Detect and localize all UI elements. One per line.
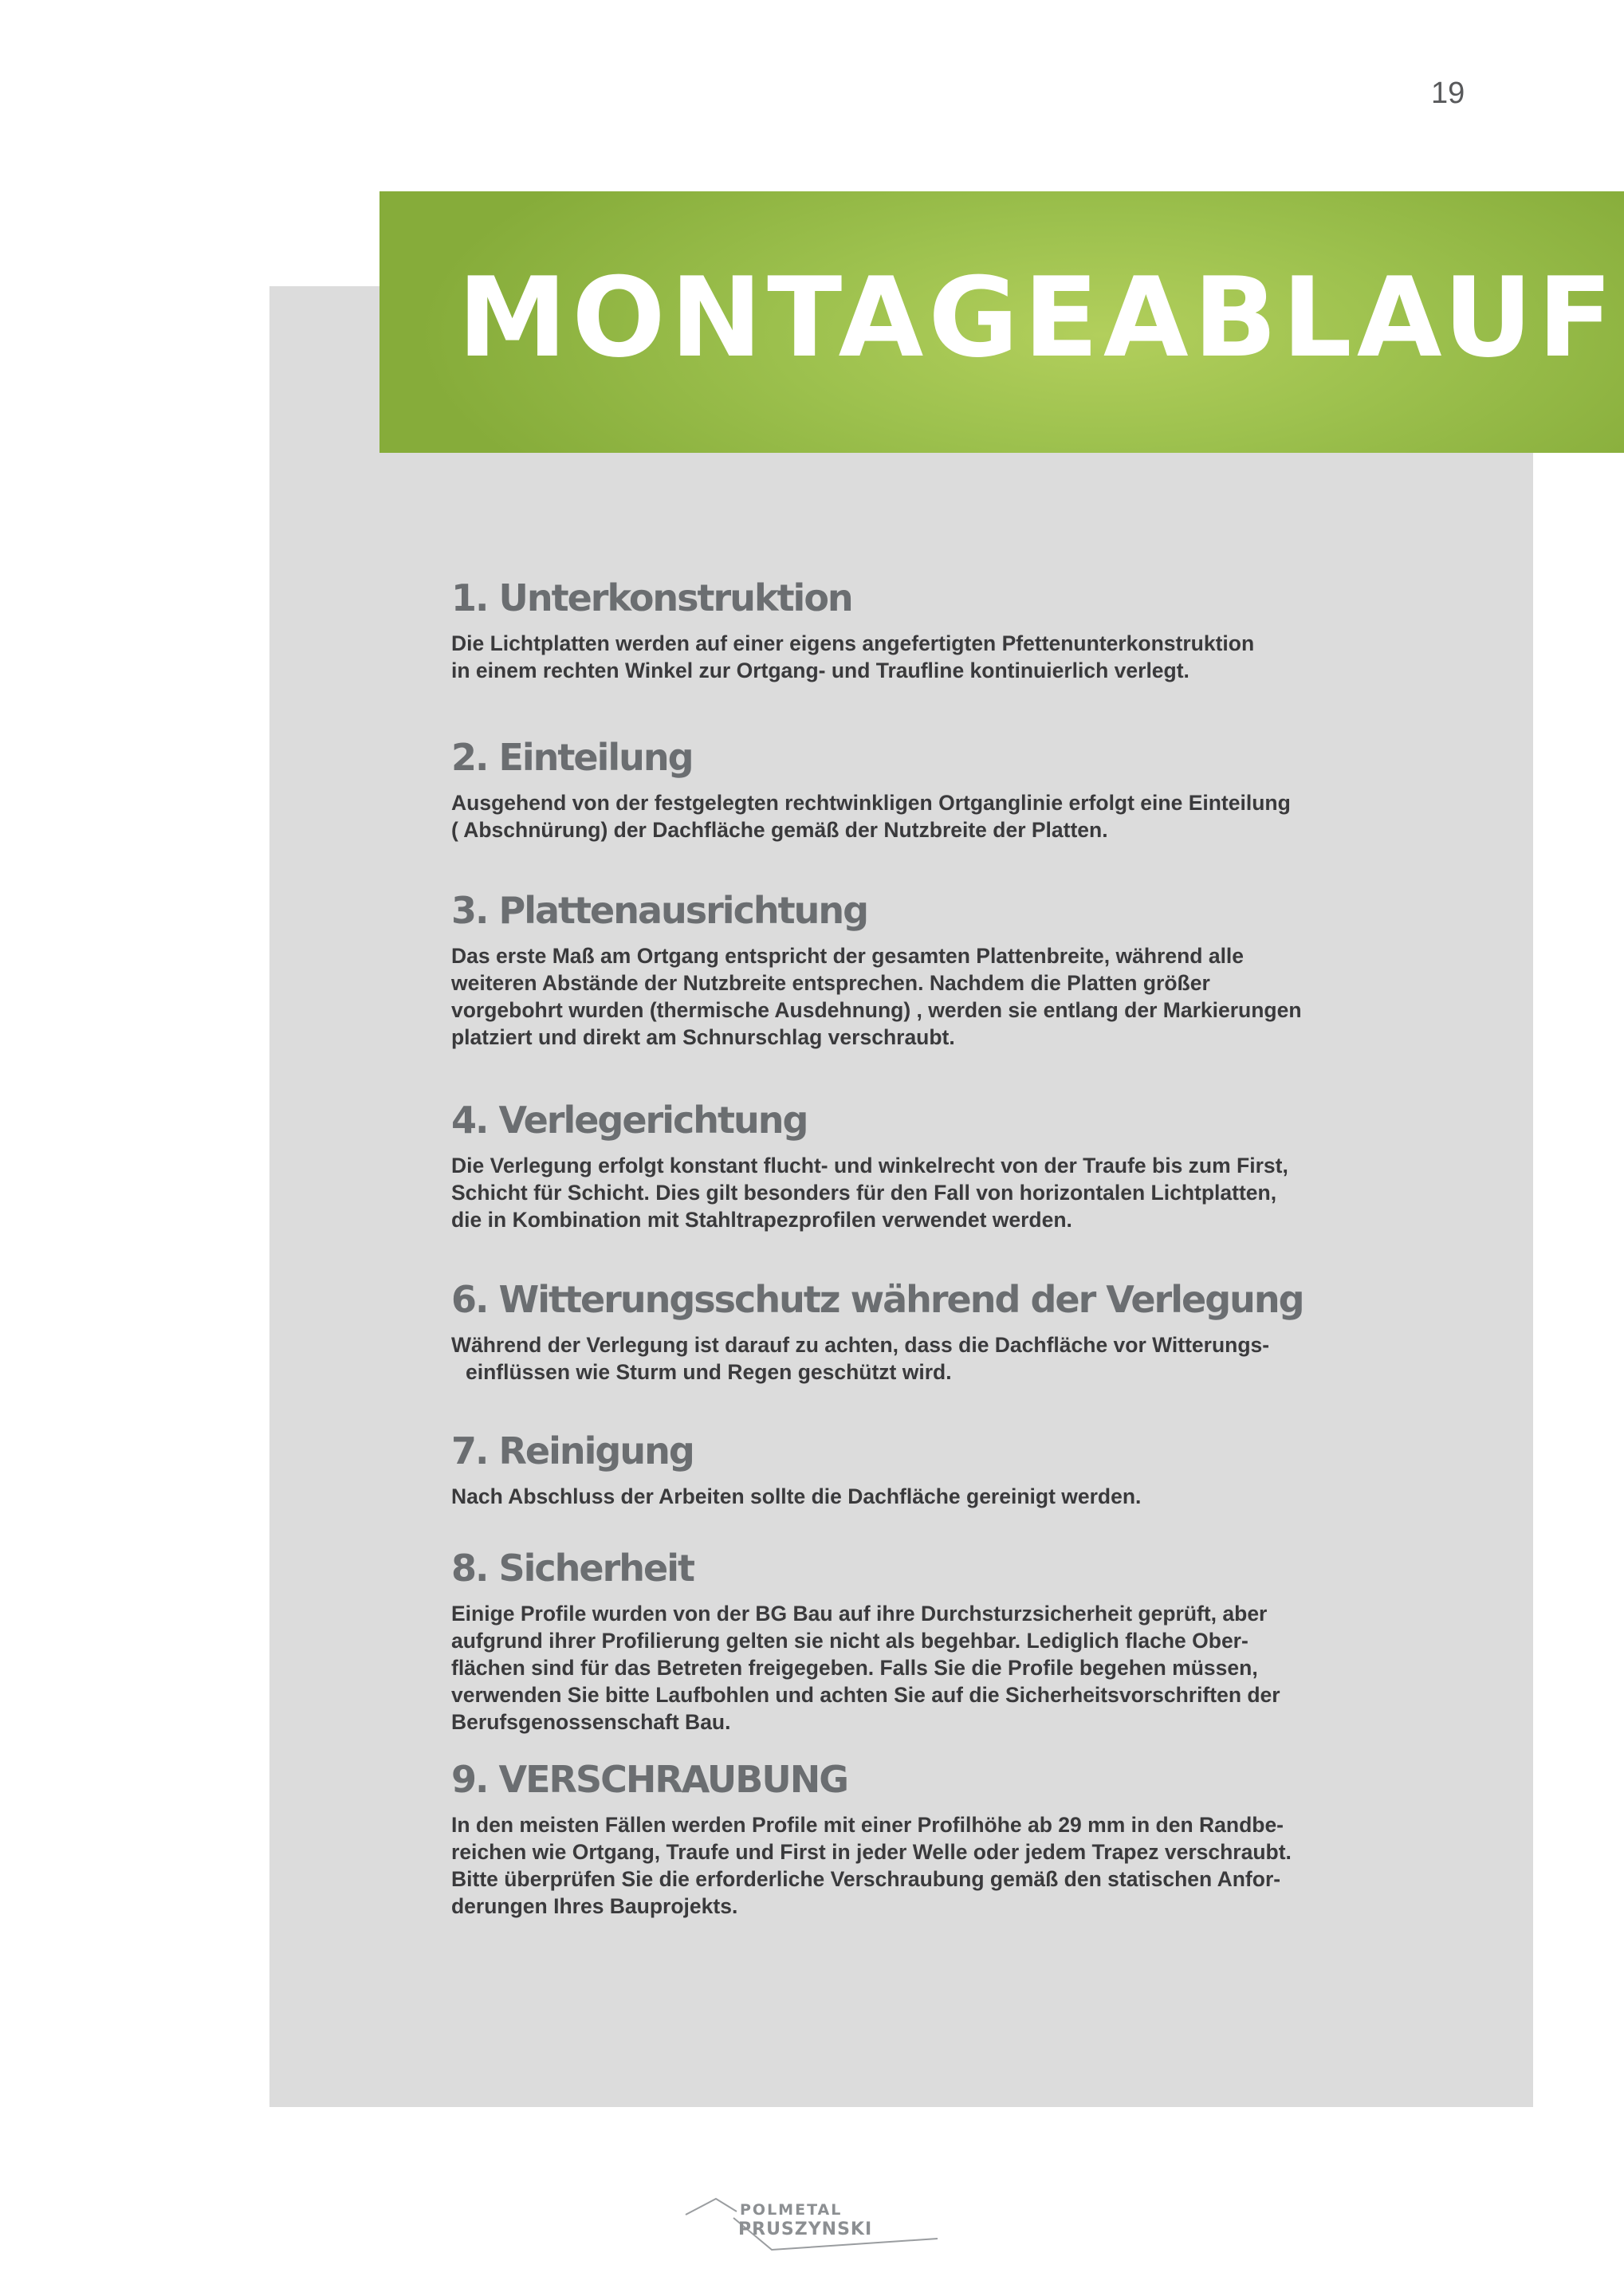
section-line: Die Verlegung erfolgt konstant flucht- und winkelrecht von der Traufe bis zum First,	[451, 1153, 1288, 1177]
section-heading: 1. Unterkonstruktion	[451, 576, 852, 619]
section-line: aufgrund ihrer Profilierung gelten sie nicht als begehbar. Lediglich flache Ober-	[451, 1628, 1248, 1653]
section-body	[451, 1152, 1376, 1233]
section-unterkonstruktion	[451, 578, 1376, 684]
section-line: die in Kombination mit Stahltrapezprofilen verwendet werden.	[451, 1207, 1072, 1232]
section-line: einflüssen wie Sturm und Regen geschützt wird.	[466, 1359, 952, 1384]
section-body	[451, 1811, 1376, 1920]
section-line: Schicht für Schicht. Dies gilt besonders für den Fall von horizontalen Lichtplatten,	[451, 1180, 1277, 1205]
section-line: flächen sind für das Betreten freigegeben. Falls Sie die Profile begehen müssen,	[451, 1655, 1258, 1680]
section-line: Das erste Maß am Ortgang entspricht der gesamten Plattenbreite, während alle	[451, 943, 1245, 968]
section-line: ( Abschnürung) der Dachfläche gemäß der Nutzbreite der Platten.	[451, 817, 1108, 842]
section-line: reichen wie Ortgang, Traufe und First in jeder Welle oder jedem Trapez verschraubt.	[451, 1839, 1292, 1864]
section-body	[451, 942, 1376, 1051]
section-einteilung	[451, 737, 1376, 843]
section-line: derungen Ihres Bauprojekts.	[451, 1893, 738, 1918]
section-heading: 7. Reinigung	[451, 1429, 694, 1472]
section-line: verwenden Sie bitte Laufbohlen und achten Sie auf die Sicherheitsvorschriften der	[451, 1682, 1280, 1707]
section-heading: 8. Sicherheit	[451, 1547, 694, 1590]
section-heading: 9. VERSCHRAUBUNG	[451, 1758, 847, 1801]
section-sicherheit	[451, 1548, 1376, 1736]
section-heading: 3. Plattenausrichtung	[451, 889, 867, 932]
section-line: Einige Profile wurden von der BG Bau auf ihre Durchsturzsicherheit geprüft, aber	[451, 1601, 1268, 1626]
section-line: Bitte überprüfen Sie die erforderliche Verschraubung gemäß den statischen Anfor-	[451, 1866, 1281, 1891]
page-title: MONTAGEABLAUF	[458, 254, 1618, 382]
section-body	[451, 789, 1376, 843]
section-body	[451, 1483, 1376, 1510]
section-line: Die Lichtplatten werden auf einer eigens angefertigten Pfettenunterkonstruktion	[451, 631, 1255, 655]
section-line: Nach Abschluss der Arbeiten sollte die Dachfläche gereinigt werden.	[451, 1484, 1142, 1508]
section-plattenausrichtung	[451, 890, 1376, 1051]
section-line: vorgebohrt wurden (thermische Ausdehnung) , werden sie entlang der Markierungen	[451, 997, 1302, 1022]
section-line: in einem rechten Winkel zur Ortgang- und Traufline kontinuierlich verlegt.	[451, 658, 1189, 682]
section-line: platziert und direkt am Schnurschlag verschraubt.	[451, 1024, 955, 1049]
section-heading: 6. Witterungsschutz während der Verlegung	[451, 1278, 1304, 1321]
section-heading: 2. Einteilung	[451, 736, 693, 779]
section-line: In den meisten Fällen werden Profile mit einer Profilhöhe ab 29 mm in den Randbe-	[451, 1812, 1284, 1837]
section-body	[451, 1331, 1376, 1386]
section-verschraubung	[451, 1759, 1376, 1920]
logo-text-polmetal: POLMETAL	[740, 2201, 843, 2219]
brand-logo	[684, 2194, 939, 2251]
section-body	[451, 1600, 1376, 1736]
section-reinigung	[451, 1431, 1376, 1510]
section-line: weiteren Abstände der Nutzbreite entsprechen. Nachdem die Platten größer	[451, 970, 1210, 995]
section-body	[451, 630, 1376, 684]
section-verlegerichtung	[451, 1100, 1376, 1233]
section-line: Berufsgenossenschaft Bau.	[451, 1709, 731, 1734]
section-heading: 4. Verlegerichtung	[451, 1099, 808, 1142]
logo-text-pruszynski: PRUSZYNSKI	[738, 2219, 873, 2239]
section-line: Ausgehend von der festgelegten rechtwinkligen Ortganglinie erfolgt eine Einteilung	[451, 790, 1291, 815]
section-line: Während der Verlegung ist darauf zu achten, dass die Dachfläche vor Witterungs-	[451, 1332, 1270, 1357]
page-number: 19	[1431, 77, 1465, 110]
section-witterungsschutz	[451, 1280, 1376, 1386]
